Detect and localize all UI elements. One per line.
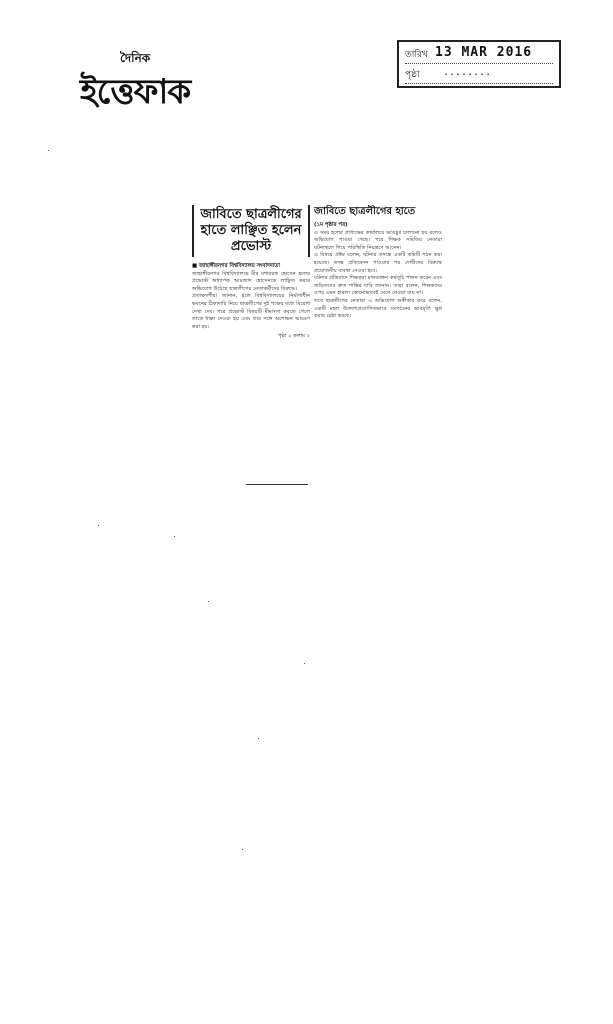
- scan-speck: [242, 849, 243, 850]
- article-headline: জাবিতে ছাত্রলীগের হাতে লাঞ্ছিত হলেন প্রভোস্ট: [192, 205, 310, 257]
- stamp-date-row: [405, 45, 553, 64]
- article-end-rule: [246, 484, 308, 485]
- scan-speck: [304, 663, 305, 664]
- article-paragraph: তবে ছাত্রলীগের নেতারা এ অভিযোগ অস্বীকার করে বলেন, একটি মহল উদ্দেশ্যপ্রণোদিতভাবে সংগঠনের ভাবমূর্তি ক্ষুণ্ণ করার চেষ্টা করছে।: [314, 297, 442, 320]
- masthead-title: ইত্তেফাক: [80, 72, 191, 112]
- stamp-date-value: 13 MAR 2016: [435, 45, 533, 60]
- article-jump-reference: পৃষ্ঠা ২ কলাম ২: [278, 333, 310, 340]
- article-paragraph: জাহাঙ্গীরনগর বিশ্ববিদ্যালয়ে মীর মশাররফ হোসেন হলের প্রভোস্ট অধ্যাপক আমজাদ হোসেনকে লাঞ্ছিত করার অভিযোগ উঠেছে ছাত্রলীগের নেতাকর্মীদের বিরুদ্ধে।: [192, 270, 310, 292]
- scan-speck: [208, 601, 209, 602]
- article-byline: ■ জাহাঙ্গীরনগর বিশ্ববিদ্যালয় সংবাদদাতা: [192, 263, 280, 269]
- scan-speck: [98, 525, 99, 526]
- continuation-marker: (১ম পৃষ্ঠার পর): [314, 222, 348, 228]
- article-paragraph: এ সময় হলের প্রাধ্যক্ষের কার্যালয়ে ভাঙচুর চালানো হয় বলেও অভিযোগ পাওয়া গেছে। পরে শিক্ষক সমিতির নেতারা ঘটনাস্থলে গিয়ে পরিস্থিতি নিয়ন্ত্রণে আনেন।: [314, 229, 442, 251]
- newspaper-masthead: [80, 40, 230, 110]
- date-stamp: [397, 40, 561, 88]
- stamp-date-label: তারিখ: [405, 50, 428, 60]
- stamp-page-value: ........: [443, 67, 492, 78]
- masthead-prefix: দৈনিক: [120, 51, 151, 65]
- stamp-page-label: পৃষ্ঠা: [405, 70, 420, 80]
- article-paragraph: প্রত্যক্ষদর্শীরা জানান, হলে বিশ্ববিদ্যালয়ের নির্মাণাধীন ভবনের ঠিকাদারি নিয়ে ছাত্রলীগের দুই পক্ষের মধ্যে বিরোধ দেখা দেয়। পরে প্রভোস্ট বিষয়টি মীমাংসা করতে গেলে তাকে ধাক্কা দেওয়া হয় এবং তার সঙ্গে অশোভন আচরণ করা হয়।: [192, 293, 310, 330]
- article-clipping-left: [192, 205, 310, 495]
- continuation-headline: জাবিতে ছাত্রলীগের হাতে: [314, 206, 416, 217]
- article-clipping-right: [314, 205, 442, 550]
- scan-speck: [48, 150, 49, 151]
- stamp-page-row: [405, 65, 553, 84]
- article-paragraph: ঘটনার প্রতিবাদে শিক্ষকরা মানববন্ধন কর্মসূচি পালন করেন এবং জড়িতদের দ্রুত শাস্তির দাবি জানান। তারা বলেন, শিক্ষকদের ওপর এমন হামলা কোনোভাবেই মেনে নেওয়া যায় না।: [314, 275, 442, 297]
- scan-speck: [258, 738, 259, 739]
- article-paragraph: এ বিষয়ে প্রক্টর বলেন, ঘটনার তদন্তে একটি কমিটি গঠন করা হয়েছে। তদন্ত প্রতিবেদন পাওয়ার পর দোষীদের বিরুদ্ধে প্রয়োজনীয় ব্যবস্থা নেওয়া হবে।: [314, 252, 442, 274]
- scan-speck: [174, 536, 175, 537]
